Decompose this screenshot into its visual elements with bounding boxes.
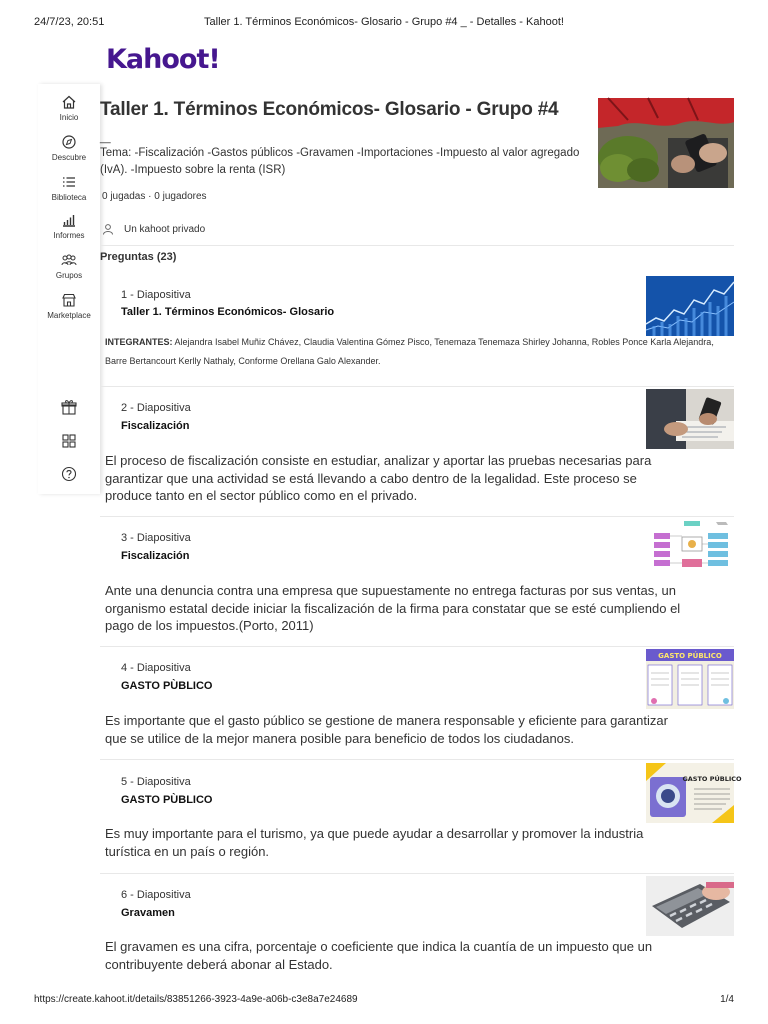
kahoot-stats: 0 jugadas · 0 jugadores: [102, 191, 207, 202]
print-url: https://create.kahoot.it/details/83851266-3923-4a9e-a06b-c3e8a7e24689: [34, 994, 358, 1005]
sidebar-item-label: Marketplace: [47, 311, 91, 320]
home-icon: [60, 94, 78, 110]
slide-number: 1 - Diapositiva: [121, 289, 191, 301]
user-icon: [102, 223, 114, 235]
sidebar-item-marketplace[interactable]: [38, 292, 100, 320]
sidebar-item-label: Informes: [53, 231, 85, 240]
thumbnail-text: GASTO PÚBLICO: [658, 652, 722, 660]
apps-grid-icon[interactable]: [60, 432, 78, 450]
slide-body: [105, 938, 734, 973]
sidebar-item-label: Biblioteca: [51, 193, 87, 202]
slide-body-line: El gravamen es una cifra, porcentaje o coeficiente que indica la cuantía de un impuesto que un: [105, 939, 653, 954]
group-icon: [60, 252, 78, 268]
bar-chart-icon: [60, 212, 78, 228]
slide-body: [105, 712, 734, 747]
compass-icon: [60, 134, 78, 150]
print-datetime: 24/7/23, 20:51: [34, 16, 105, 28]
slide-body-line: produce tanto en el sector público como en el privado.: [105, 488, 418, 503]
slide-title: GASTO PÙBLICO: [121, 794, 213, 806]
divider: [100, 646, 734, 647]
gift-icon[interactable]: [60, 398, 78, 416]
sidebar-item-biblioteca[interactable]: [38, 174, 100, 202]
list-icon: [60, 174, 78, 190]
divider: [100, 873, 734, 874]
slide-number: 3 - Diapositiva: [121, 532, 191, 544]
sidebar-item-inicio[interactable]: [38, 94, 100, 122]
slide-title: Gravamen: [121, 907, 175, 919]
slide-body-line: que se utilice de la mejor manera posible para beneficio de todos los ciudadanos.: [105, 730, 575, 746]
slide-number: 5 - Diapositiva: [121, 776, 191, 788]
help-icon[interactable]: [60, 465, 78, 483]
slide-body: [105, 825, 734, 860]
slide-title: Fiscalización: [121, 550, 190, 562]
slide-body-line: garantizar que una actividad se está llevando a cabo dentro de la legalidad. Este proceso se: [105, 470, 637, 486]
divider: [100, 516, 734, 517]
page-title: Taller 1. Términos Económicos- Glosario - Grupo #4: [100, 99, 559, 120]
slide-body: [105, 582, 734, 635]
slide-body: [105, 452, 734, 505]
slide-body-line: El proceso de fiscalización consiste en estudiar, analizar y aportar las pruebas necesarias para: [105, 453, 652, 468]
slide-thumbnail[interactable]: [646, 649, 734, 709]
divider: [100, 386, 734, 387]
slide-body-line: Es importante que el gasto público se gestione de manera responsable y eficiente para garantizar: [105, 713, 668, 728]
print-header: [0, 16, 768, 32]
slide-number: 2 - Diapositiva: [121, 402, 191, 414]
slide-body-line: contribuyente deberá abonar al Estado.: [105, 956, 333, 972]
slide-body-line: Ante una denuncia contra una empresa que supuestamente no entrega facturas por sus ventas, un: [105, 583, 676, 598]
slide-title: Taller 1. Términos Económicos- Glosario: [121, 306, 335, 318]
sidebar: [38, 84, 100, 494]
cover-image: [598, 98, 734, 188]
kahoot-logo[interactable]: Kahoot!: [106, 44, 220, 75]
slide-number: 6 - Diapositiva: [121, 889, 191, 901]
sidebar-item-label: Descubre: [51, 153, 87, 162]
page-title-continuation: _: [100, 125, 111, 146]
print-page-title: Taller 1. Términos Económicos- Glosario - Grupo #4 _ - Detalles - Kahoot!: [204, 16, 564, 28]
slide-body-line: organismo estatal decide iniciar la fiscalización de la firma para constatar que se esté cumpliendo el: [105, 600, 681, 616]
sidebar-item-informes[interactable]: [38, 212, 100, 240]
slide-number: 4 - Diapositiva: [121, 662, 191, 674]
sidebar-item-label: Inicio: [59, 113, 79, 122]
slide-thumbnail[interactable]: [646, 519, 734, 579]
sidebar-item-grupos[interactable]: [38, 252, 100, 280]
visibility-label: Un kahoot privado: [124, 224, 206, 235]
slide-body-line: turística en un país o región.: [105, 843, 270, 859]
slide-body: [105, 333, 734, 371]
slide-thumbnail[interactable]: [646, 276, 734, 336]
slide-title: Fiscalización: [121, 420, 190, 432]
slide-body-line: Es muy importante para el turismo, ya que puede ayudar a desarrollar y promover la industria: [105, 826, 644, 841]
divider: [100, 759, 734, 760]
slide-body-text: Alejandra Isabel Muñiz Chávez, Claudia Valentina Gómez Pisco, Tenemaza Tenemaza Shirley Johanna, Robles Ponce Karla Alejandra, Barre Bertancourt Kerlly Nathaly, Conforme Orellana Galo Alexander.: [105, 337, 714, 366]
slide-title: GASTO PÙBLICO: [121, 680, 213, 692]
slide-thumbnail[interactable]: [646, 763, 742, 823]
thumbnail-text: GASTO PÚBLICO: [682, 775, 742, 783]
slide-thumbnail[interactable]: [646, 876, 734, 936]
print-page-number: 1/4: [720, 994, 734, 1005]
kahoot-description: Tema: -Fiscalización -Gastos públicos -Gravamen -Importaciones -Impuesto al valor agregado (IvA). -Impuesto sobre la renta (ISR): [100, 147, 580, 176]
slide-body-line: pago de los impuestos.(Porto, 2011): [105, 618, 314, 633]
sidebar-item-descubre[interactable]: [38, 134, 100, 162]
sidebar-item-label: Grupos: [55, 271, 83, 280]
divider: [100, 245, 734, 246]
questions-header: Preguntas (23): [100, 251, 177, 263]
slide-body-label: INTEGRANTES:: [105, 337, 173, 347]
store-icon: [60, 292, 78, 308]
print-footer: [0, 994, 768, 1010]
slide-thumbnail[interactable]: [646, 389, 734, 449]
